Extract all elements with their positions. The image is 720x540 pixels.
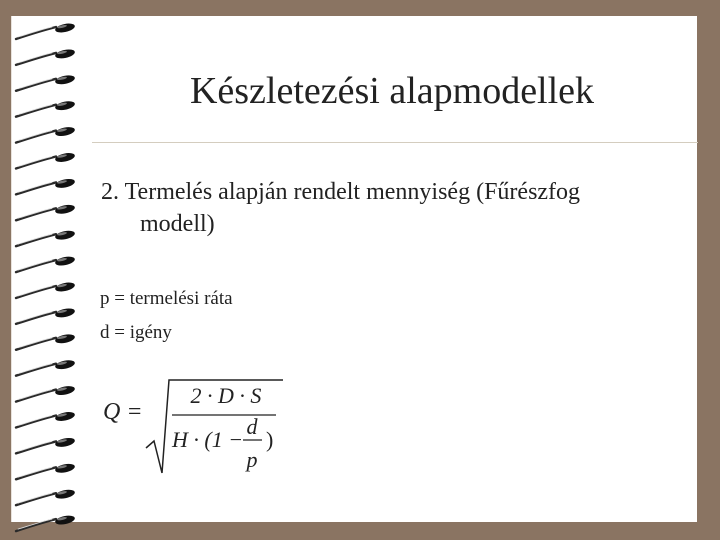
binding-ring [16,281,76,298]
binding-ring [16,74,76,91]
binding-ring [16,255,76,272]
definition-d: d = igény [100,322,172,343]
spiral-binding [0,0,90,540]
binding-ring [16,177,76,194]
formula-lhs: Q = [103,399,143,425]
formula-denominator-start: H · (1 − [172,427,244,452]
eoq-formula [98,372,288,482]
definition-p: p = termelési ráta [100,288,233,309]
slide-title: Készletezési alapmodellek [189,70,595,112]
bullet-point-1 [101,176,580,240]
binding-ring [16,203,76,220]
binding-ring [16,333,76,350]
bullet-point-1-line-1: 2. Termelés alapján rendelt mennyiség (Fűrészfog [101,179,581,205]
binding-ring [16,385,76,402]
bullet-point-1-line-2: modell) [140,211,215,237]
binding-ring [16,152,76,169]
binding-ring [16,229,76,246]
binding-ring [16,126,76,143]
binding-ring [16,436,76,453]
binding-ring [16,411,76,428]
title-divider [92,142,698,143]
formula-inner-denominator: p [246,447,258,472]
binding-ring [16,514,76,531]
formula-numerator: 2 · D · S [190,383,262,408]
formula-inner-numerator: d [246,414,258,439]
spiral-binding-graphic [0,0,90,540]
slide-page [11,16,697,522]
binding-ring [16,100,76,117]
binding-ring [16,359,76,376]
binding-ring [16,488,76,505]
binding-ring [16,22,76,39]
binding-ring [16,307,76,324]
formula-denominator-end: ) [266,427,274,452]
binding-ring [16,48,76,65]
binding-ring [16,462,76,479]
